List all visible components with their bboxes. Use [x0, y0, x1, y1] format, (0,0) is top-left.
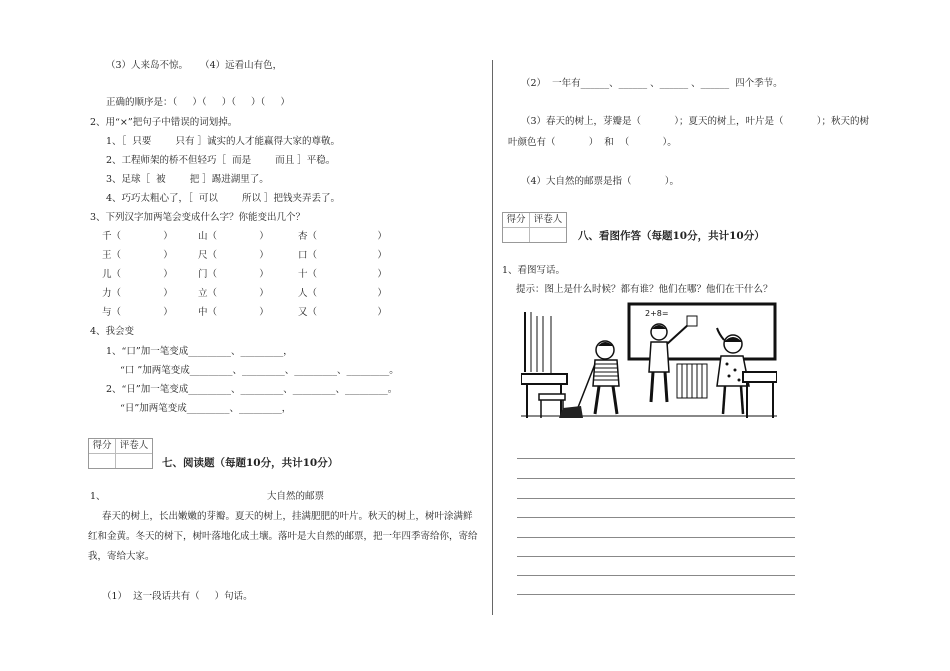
score-box — [88, 438, 153, 469]
question-item: 4、巧巧太粗心了，［ 可以 所以 ］把钱夹弄丢了。 — [106, 193, 341, 204]
char-cell: 儿（ ） — [102, 269, 173, 280]
char-cell: 人（ ） — [298, 288, 387, 299]
char-cell: 力（ ） — [102, 288, 173, 299]
writing-line — [517, 556, 795, 557]
classroom-illustration — [521, 302, 777, 430]
reading-paragraph: 我，寄给大家。 — [88, 551, 155, 562]
writing-line — [517, 478, 795, 479]
reading-paragraph: 红和金黄。冬天的树下，树叶落地化成土壤。落叶是大自然的邮票，把一年四季寄给你，寄给 — [88, 531, 478, 542]
question-heading: 2、用“×”把句子中错误的词划掉。 — [90, 117, 238, 128]
blackboard-text: 2+8= — [645, 309, 669, 318]
question-heading: 1、看图写话。 — [502, 265, 566, 276]
char-cell: 与（ ） — [102, 307, 173, 318]
writing-line — [517, 517, 795, 518]
score-label: 得分 — [89, 439, 116, 453]
char-cell: 立（ ） — [198, 288, 269, 299]
question-item: 1、［ 只要 只有 ］诚实的人才能赢得大家的尊敬。 — [106, 136, 341, 147]
reading-number: 1、 — [90, 491, 106, 502]
char-cell: 门（ ） — [198, 269, 269, 280]
hint-line: 提示：图上是什么时候？都有谁？他们在哪？他们在干什么？ — [516, 284, 773, 295]
writing-line — [517, 594, 795, 595]
char-cell: 千（ ） — [102, 231, 173, 242]
question-item: 叶颜色有（ ） 和 （ ）。 — [508, 137, 677, 148]
grader-label: 评卷人 — [119, 440, 149, 451]
question-item: 2、工程师架的桥不但轻巧［ 而是 而且 ］平稳。 — [106, 155, 336, 166]
writing-line — [517, 458, 795, 459]
reading-title: 大自然的邮票 — [267, 491, 325, 502]
section-title: 七、阅读题（每题10分，共计10分） — [162, 457, 339, 469]
char-cell: 十（ ） — [298, 269, 387, 280]
question-item: 1、“口”加一笔变成_________、_________， — [106, 346, 293, 357]
answer-order-line: 正确的顺序是：（ ）（ ）（ ）（ ） — [106, 97, 290, 108]
writing-line — [517, 498, 795, 499]
section-title: 八、看图作答（每题10分，共计10分） — [578, 230, 765, 242]
score-box — [502, 212, 567, 243]
column-divider — [492, 60, 493, 615]
writing-line — [517, 575, 795, 576]
char-cell: 中（ ） — [198, 307, 269, 318]
char-cell: 又（ ） — [298, 307, 387, 318]
question-item: （3）春天的树上，芽瓣是（ ）；夏天的树上，叶片是（ ）；秋天的树 — [521, 116, 869, 127]
writing-line — [517, 537, 795, 538]
question-item: “口 ”加两笔变成_________、_________、_________、_________。 — [120, 365, 399, 376]
question-item: 3、足球［ 被 把 ］踢进湖里了。 — [106, 174, 269, 185]
question-item: （2） 一年有______、______ 、______ 、______ 四个季节。 — [521, 78, 783, 89]
question-item: 2、“日”加一笔变成_________、_________、_________、_________。 — [106, 384, 398, 395]
question-item: （4）大自然的邮票是指（ ）。 — [521, 176, 680, 187]
reading-paragraph: 春天的树上，长出嫩嫩的芽瓣。夏天的树上，挂满肥肥的叶片。秋天的树上，树叶涂满鲜 — [102, 511, 473, 522]
char-cell: 杏（ ） — [298, 231, 387, 242]
question-heading: 3、下列汉字加两笔会变成什么字？你能变出几个？ — [90, 212, 306, 223]
char-cell: 口（ ） — [298, 250, 387, 261]
char-cell: 尺（ ） — [198, 250, 269, 261]
question-line: （3）人来岛不惊。 （4）远看山有色， — [106, 60, 283, 71]
question-heading: 4、我会变 — [90, 326, 135, 337]
grader-label: 评卷人 — [533, 214, 563, 225]
question-item: （1） 这一段话共有（ ）句话。 — [102, 591, 253, 602]
char-cell: 王（ ） — [102, 250, 173, 261]
char-cell: 山（ ） — [198, 231, 269, 242]
question-item: “日”加两笔变成_________、_________， — [120, 403, 292, 414]
score-label: 得分 — [503, 213, 530, 227]
